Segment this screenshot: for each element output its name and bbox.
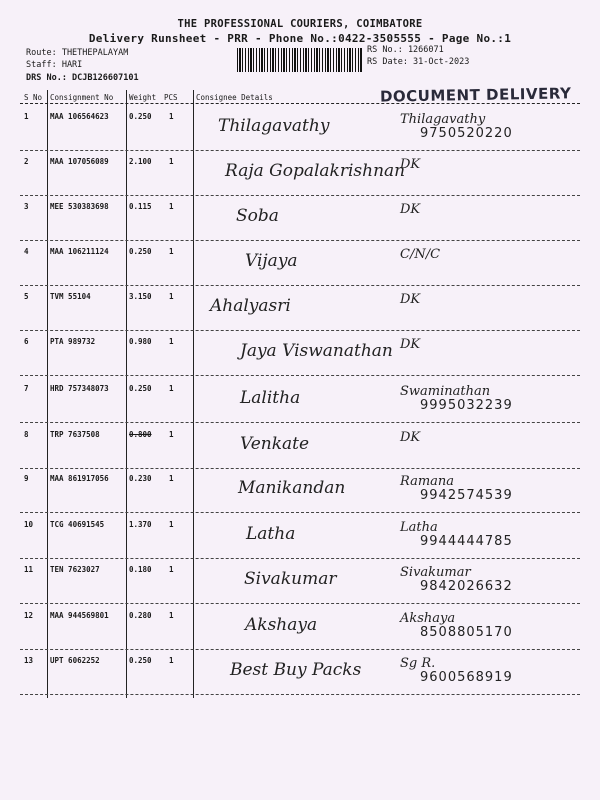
consignee-name: Ahalyasri [210,296,291,316]
column-divider [126,90,127,698]
consignment-number: TCG 40691545 [50,520,105,529]
weight: 0.250 [129,656,152,665]
serial-number: 9 [24,474,29,483]
drs-number: DRS No.: DCJB126607101 [26,73,139,83]
serial-number: 4 [24,247,29,256]
col-weight: Weight [129,93,157,102]
serial-number: 2 [24,157,29,166]
consignment-number: MAA 106211124 [50,247,109,256]
consignee-name: Akshaya [245,615,318,635]
pieces: 1 [169,247,174,256]
pieces: 1 [169,384,174,393]
receiver-signature: Ramana [400,474,455,489]
consignment-number: UPT 6062252 [50,656,100,665]
pieces: 1 [169,520,174,529]
row-divider [20,375,580,376]
receiver-signature: C/N/C [400,247,441,262]
consignee-name: Best Buy Packs [230,660,362,680]
consignment-number: TRP 7637508 [50,430,100,439]
pieces: 1 [169,474,174,483]
consignment-number: HRD 757348073 [50,384,109,393]
column-divider [47,90,48,698]
serial-number: 6 [24,337,29,346]
weight: 0.280 [129,611,152,620]
receiver-signature: Akshaya [400,611,456,626]
receiver-signature: DK [400,292,421,307]
receiver-phone: 8508805170 [420,625,513,640]
row-divider [20,285,580,286]
serial-number: 10 [24,520,34,529]
consignment-number: PTA 989732 [50,337,96,346]
receiver-phone: 9942574539 [420,488,513,503]
pieces: 1 [169,157,174,166]
consignee-name: Vijaya [245,251,298,271]
serial-number: 12 [24,611,34,620]
rs-date: RS Date: 31-Oct-2023 [367,57,470,67]
consignment-number: MEE 530383698 [50,202,109,211]
consignment-number: MAA 106564623 [50,112,109,121]
row-divider [20,603,580,604]
consignee-name: Manikandan [238,478,346,498]
runsheet-title: Delivery Runsheet - PRR - Phone No.:0422-3505555 - Page No.:1 [88,32,512,45]
weight: 0.250 [129,247,152,256]
weight: 0.980 [129,337,152,346]
consignment-number: TVM 55104 [50,292,91,301]
row-divider [20,558,580,559]
consignee-name: Lalitha [240,388,301,408]
consignee-name: Venkate [240,434,310,454]
receiver-phone: 9600568919 [420,670,513,685]
consignee-name: Jaya Viswanathan [240,341,393,361]
serial-number: 3 [24,202,29,211]
row-divider [20,150,580,151]
barcode [237,48,362,72]
receiver-signature: Sg R. [400,656,436,671]
consignee-name: Latha [246,524,296,544]
pieces: 1 [169,611,174,620]
header-divider [20,103,580,104]
pieces: 1 [169,430,174,439]
col-consignee: Consignee Details [196,93,273,102]
receiver-signature: Thilagavathy [400,112,486,127]
pieces: 1 [169,112,174,121]
consignment-number: MAA 861917056 [50,474,109,483]
weight: 0.230 [129,474,152,483]
pieces: 1 [169,337,174,346]
company-name: THE PROFESSIONAL COURIERS, COIMBATORE [177,18,423,30]
staff: Staff: HARI [26,60,83,70]
rs-number: RS No.: 1266071 [367,45,444,55]
consignment-number: TEN 7623027 [50,565,100,574]
serial-number: 7 [24,384,29,393]
weight: 3.150 [129,292,152,301]
weight: 0.250 [129,384,152,393]
weight: 1.370 [129,520,152,529]
receiver-signature: Latha [400,520,438,535]
consignment-number: MAA 107056089 [50,157,109,166]
row-divider [20,330,580,331]
col-sno: S No [24,93,43,102]
receiver-signature: DK [400,337,421,352]
col-consignment: Consignment No [50,93,114,102]
column-divider [193,90,194,698]
receiver-phone: 9842026632 [420,579,513,594]
row-divider [20,649,580,650]
receiver-phone: 9944444785 [420,534,513,549]
pieces: 1 [169,202,174,211]
serial-number: 5 [24,292,29,301]
row-divider [20,694,580,695]
consignee-name: Raja Gopalakrishnan [225,161,406,181]
weight: 0.180 [129,565,152,574]
weight: 0.800 [129,430,152,439]
receiver-signature: DK [400,430,421,445]
serial-number: 11 [24,565,34,574]
serial-number: 8 [24,430,29,439]
receiver-signature: Sivakumar [400,565,471,580]
route: Route: THETHEPALAYAM [26,48,129,58]
consignee-name: Soba [236,206,279,226]
consignee-name: Thilagavathy [218,116,330,136]
document-delivery-stamp: DOCUMENT DELIVERY [379,84,572,106]
row-divider [20,468,580,469]
pieces: 1 [169,656,174,665]
consignment-number: MAA 944569801 [50,611,109,620]
pieces: 1 [169,292,174,301]
weight: 0.115 [129,202,152,211]
row-divider [20,240,580,241]
weight: 2.100 [129,157,152,166]
row-divider [20,422,580,423]
receiver-phone: 9750520220 [420,126,513,141]
row-divider [20,512,580,513]
receiver-phone: 9995032239 [420,398,513,413]
receiver-signature: DK [400,157,421,172]
weight: 0.250 [129,112,152,121]
pieces: 1 [169,565,174,574]
serial-number: 13 [24,656,34,665]
serial-number: 1 [24,112,29,121]
consignee-name: Sivakumar [244,569,337,589]
receiver-signature: DK [400,202,421,217]
row-divider [20,195,580,196]
col-pcs: PCS [164,93,178,102]
receiver-signature: Swaminathan [400,384,491,399]
